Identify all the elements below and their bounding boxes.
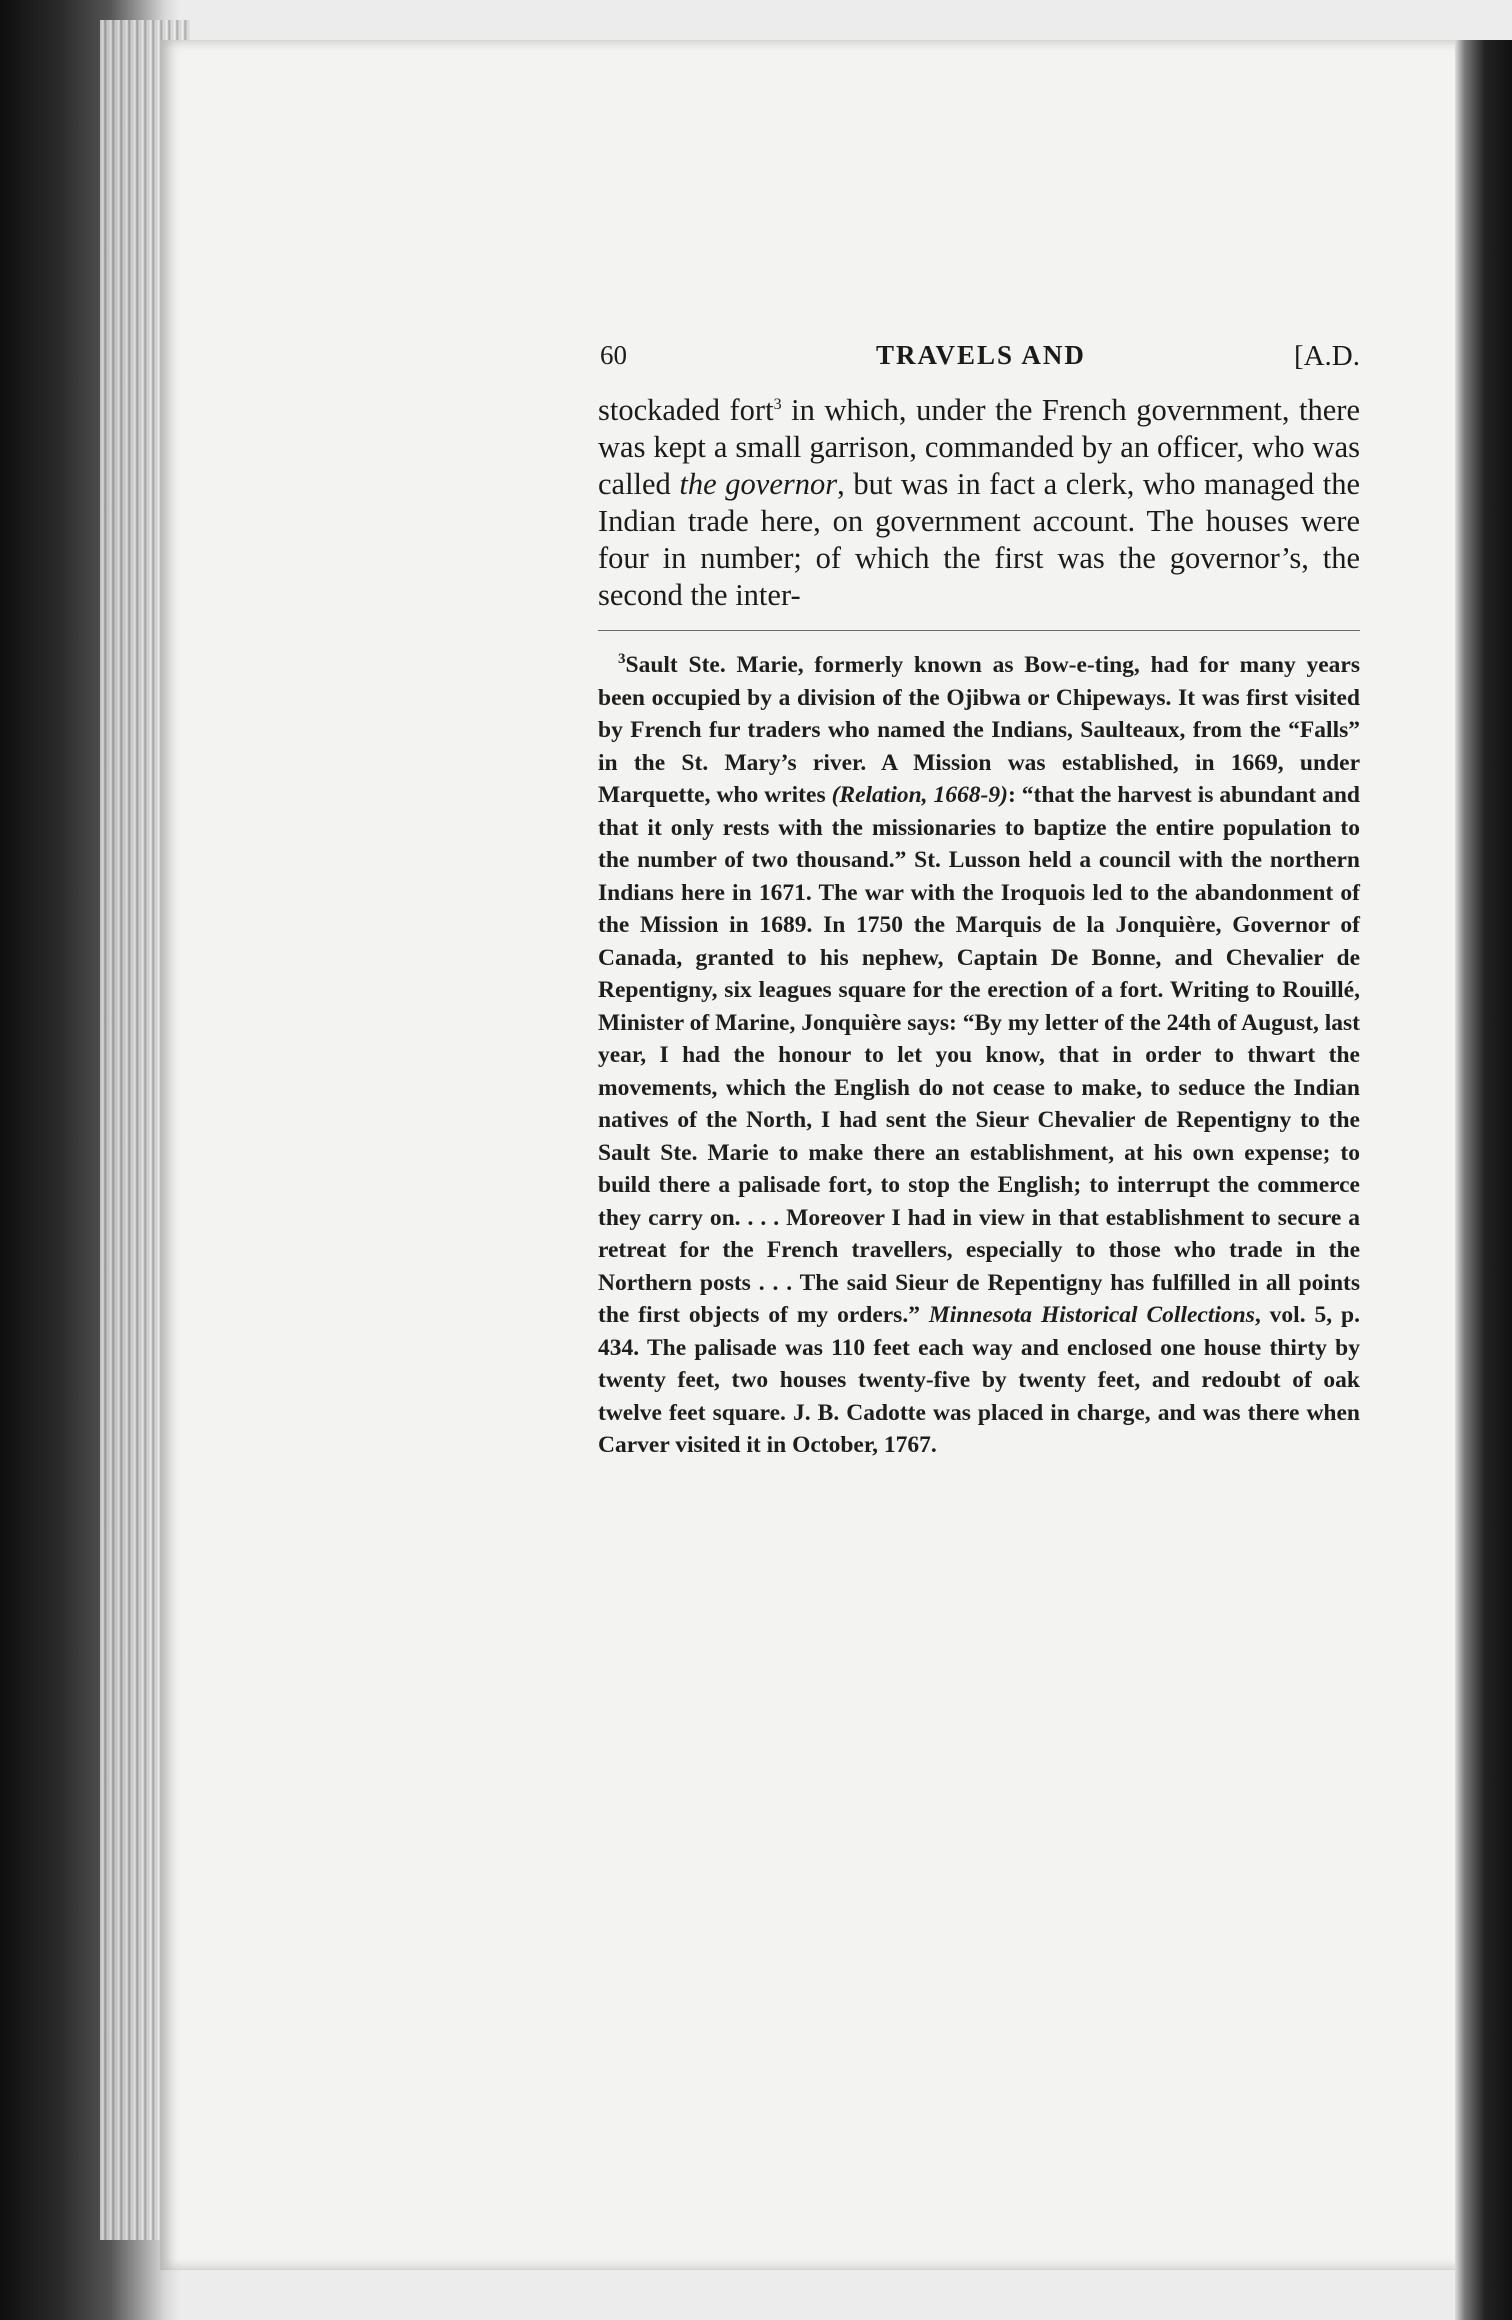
book-right-edge: [1455, 40, 1512, 2320]
page-number: 60: [600, 340, 627, 370]
footnote-text-1: Sault Ste. Marie, formerly known as Bow-e-ting, had for many years been occupied by a division of the Ojibwa or Chipeways. It was first visited by French fur traders who named the Indians, Saulteaux, from the “Falls” in the St. Mary’s river. A Mission was established, in 1669, under Marquette, who writes: [598, 652, 1360, 808]
footnote-text-2: : “that the harvest is abundant and that it only rests with the missionaries to baptize the entire population to the number of two thousand.” St. Lusson held a council with the northern Indians here in 1671. The war with the Iroquois led to the abandonment of the Mission in 1689. In 1750 the Marquis de la Jonquière, Governor of Canada, granted to his nephew, Captain De Bonne, and Chevalier de Repentigny, six leagues square for the erection of a fort. Writing to Rouillé, Minister of Marine, Jonquière says: “By my letter of the 24th of August, last year, I had the honour to let you know, that in order to thwart the movements, which the English do not cease to make, to seduce the Indian natives of the North, I had sent the Sieur Chevalier de Repentigny to the Sault Ste. Marie to make there an establishment, at his own expense; to build there a palisade fort, to stop the English; to interrupt the commerce they carry on. . . . Moreover I had in view in that establishment to secure a retreat for the French travellers, especially to those who trade in the Northern posts . . . The said Sieur de Repentigny has fulfilled in all points the first objects of my orders.”: [598, 782, 1360, 1328]
running-header: [598, 340, 1360, 392]
body-paragraph: [598, 392, 1360, 614]
footnote-reference: 3: [773, 395, 782, 413]
footnote-text-3: , vol. 5, p. 434. The palisade was 110 feet each way and enclosed one house thirty by twenty feet, two houses twenty-five by twenty feet, and redoubt of oak twelve feet square. J. B. Cadotte was placed in charge, and was there when Carver visited it in October, 1767.: [598, 1302, 1360, 1458]
footnote-divider: [598, 630, 1360, 631]
page-content: [598, 340, 1360, 1462]
footnote: [598, 649, 1360, 1462]
footnote-italic-collections: Minnesota Historical Collections: [928, 1302, 1255, 1328]
era-marker: [A.D.: [1293, 340, 1360, 372]
body-text-part3: , but was in fact a clerk, who managed the Indian trade here, on government account. The houses were four in number; of which the first was the governor’s, the second the inter-: [598, 467, 1361, 612]
body-text-part2: in which, under the French government, there was kept a small garrison, commanded by an officer, who was called: [598, 393, 1361, 501]
body-text-part1: stockaded fort: [598, 393, 774, 427]
footnote-italic-relation: (Relation, 1668-9): [831, 782, 1008, 808]
running-title: TRAVELS AND: [876, 340, 1086, 370]
body-italic-phrase: the governor: [679, 467, 838, 501]
footnote-marker: 3: [618, 651, 626, 668]
